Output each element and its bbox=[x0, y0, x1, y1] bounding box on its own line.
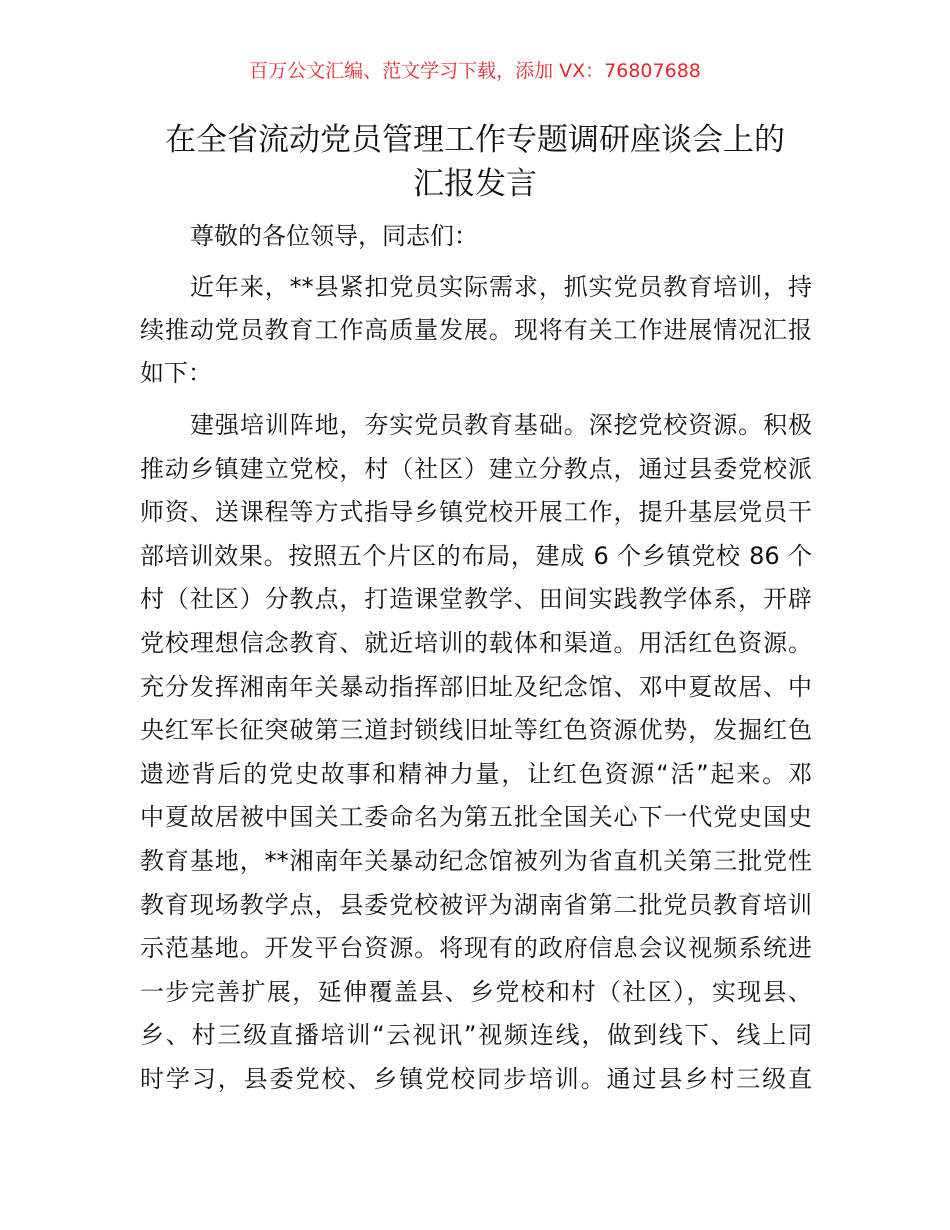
paragraph-line: 师资、送课程等方式指导乡镇党校开展工作，提升基层党员干 bbox=[140, 498, 812, 527]
paragraph-line: 教育基地，**湘南年关暴动纪念馆被列为省直机关第三批党性 bbox=[140, 846, 812, 875]
paragraph-training bbox=[140, 404, 812, 1102]
paragraph-line: 村（社区）分教点，打造课堂教学、田间实践教学体系，开辟 bbox=[140, 585, 812, 614]
greeting bbox=[140, 215, 812, 258]
document-title-line-1: 在全省流动党员管理工作专题调研座谈会上的 bbox=[165, 122, 785, 158]
greeting-text: 尊敬的各位领导，同志们： bbox=[190, 222, 478, 250]
paragraph-line: 一步完善扩展，延伸覆盖县、乡党校和村（社区），实现县、 bbox=[140, 977, 812, 1006]
paragraph-line: 时学习，县委党校、乡镇党校同步培训。通过县乡村三级直 bbox=[140, 1064, 812, 1093]
paragraph-line: 央红军长征突破第三道封锁线旧址等红色资源优势，发掘红色 bbox=[140, 716, 812, 745]
paragraph-line: 遗迹背后的党史故事和精神力量，让红色资源“活”起来。邓 bbox=[140, 759, 812, 788]
paragraph-line: 充分发挥湘南年关暴动指挥部旧址及纪念馆、邓中夏故居、中 bbox=[140, 672, 812, 701]
paragraph-line: 党校理想信念教育、就近培训的载体和渠道。用活红色资源。 bbox=[140, 628, 812, 657]
paragraph-line: 如下： bbox=[140, 359, 212, 387]
paragraph-line: 乡、村三级直播培训“云视讯”视频连线，做到线下、线上同 bbox=[140, 1021, 812, 1050]
paragraph-line: 部培训效果。按照五个片区的布局，建成 6 个乡镇党校 86 个 bbox=[140, 541, 812, 570]
paragraph-intro bbox=[140, 266, 812, 395]
watermark-header: 百万公文汇编、范文学习下载，添加 VX：76807688 bbox=[249, 60, 701, 82]
paragraph-line: 中夏故居被中国关工委命名为第五批全国关心下一代党史国史 bbox=[140, 803, 812, 832]
paragraph-line: 推动乡镇建立党校，村（社区）建立分教点，通过县委党校派 bbox=[140, 454, 812, 483]
document-title-line-2: 汇报发言 bbox=[413, 166, 537, 202]
paragraph-line: 续推动党员教育工作高质量发展。现将有关工作进展情况汇报 bbox=[140, 316, 812, 344]
paragraph-line: 近年来，**县紧扣党员实际需求，抓实党员教育培训，持 bbox=[190, 273, 812, 301]
paragraph-line: 示范基地。开发平台资源。将现有的政府信息会议视频系统进 bbox=[140, 934, 812, 963]
paragraph-line: 教育现场教学点，县委党校被评为湖南省第二批党员教育培训 bbox=[140, 890, 812, 919]
paragraph-line: 建强培训阵地，夯实党员教育基础。深挖党校资源。积极 bbox=[190, 411, 812, 439]
